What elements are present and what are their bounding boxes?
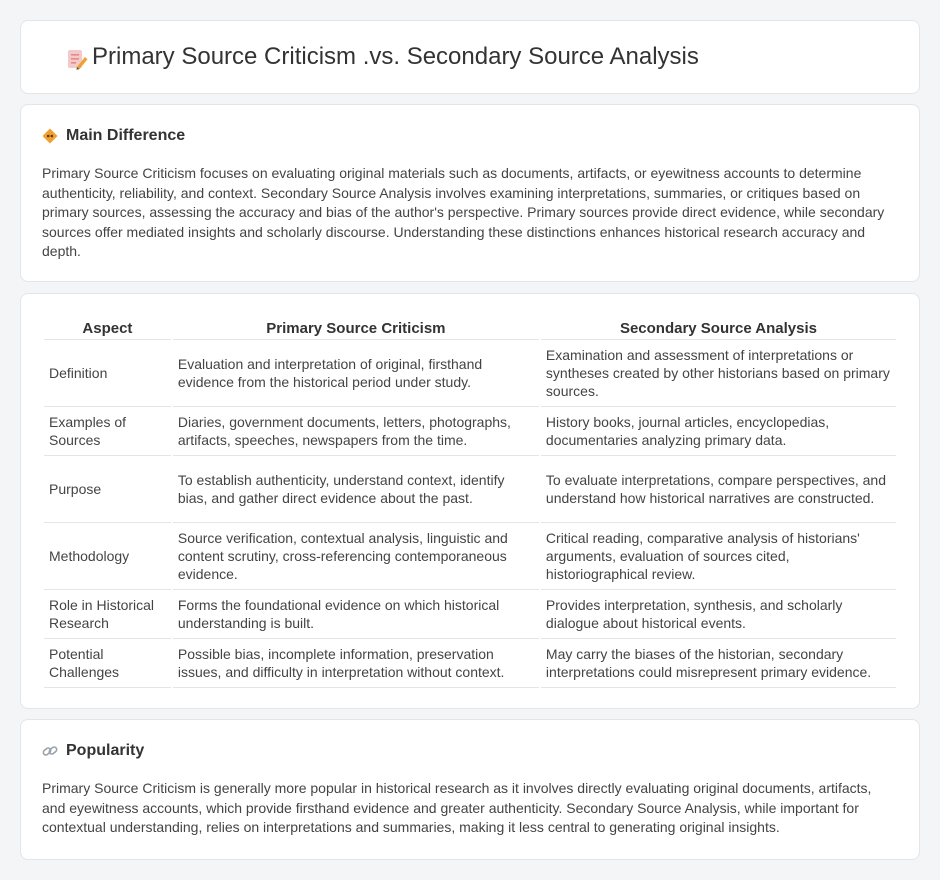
link-icon [42,743,58,759]
popularity-section [20,719,920,860]
table-row [44,456,896,523]
cell-aspect: Examples of Sources [44,407,171,456]
comparison-table-section [20,293,920,709]
cell-secondary: History books, journal articles, encyclopedias, documentaries analyzing primary data. [541,407,896,456]
title-card [20,20,920,94]
table-row [44,639,896,688]
cell-primary: Forms the foundational evidence on which historical understanding is built. [173,590,539,639]
header-primary: Primary Source Criticism [173,314,539,340]
popularity-heading: Popularity [66,742,145,759]
comparison-table [42,314,898,688]
cell-primary: To establish authenticity, understand context, identify bias, and gather direct evidence about the past. [173,456,539,523]
table-row [44,590,896,639]
cell-aspect: Potential Challenges [44,639,171,688]
table-row [44,340,896,407]
cell-secondary: To evaluate interpretations, compare perspectives, and understand how historical narratives are constructed. [541,456,896,523]
cell-secondary: Critical reading, comparative analysis of historians' arguments, evaluation of sources cited, historiographical review. [541,523,896,590]
cell-primary: Evaluation and interpretation of original, firsthand evidence from the historical period under study. [173,340,539,407]
cell-secondary: Examination and assessment of interpretations or syntheses created by other historians based on primary sources. [541,340,896,407]
popularity-text: Primary Source Criticism is generally more popular in historical research as it involves directly evaluating original documents, artifacts, and eyewitness accounts, which provide firsthand evidence and greater authenticity. Secondary Source Analysis, while important for contextual understanding, relies on interpretations and summaries, making it less central to generating original insights. [42,780,872,835]
cell-secondary: May carry the biases of the historian, secondary interpretations could misrepresent primary evidence. [541,639,896,688]
cell-aspect: Role in Historical Research [44,590,171,639]
cell-primary: Source verification, contextual analysis, linguistic and content scrutiny, cross-referencing contemporaneous evidence. [173,523,539,590]
diamond-icon [42,128,58,144]
cell-primary: Diaries, government documents, letters, photographs, artifacts, speeches, newspapers from the time. [173,407,539,456]
main-difference-text: Primary Source Criticism focuses on evaluating original materials such as documents, artifacts, or eyewitness accounts to determine authenticity, reliability, and context. Secondary Source Analysis involves examining interpretations, summaries, or critiques based on primary sources, assessing the accuracy and bias of the author's perspective. Primary sources provide direct evidence, while secondary sources offer mediated insights and scholarly discourse. Understanding these distinctions enhances historical research accuracy and depth. [42,165,885,259]
cell-aspect: Definition [44,340,171,407]
header-secondary: Secondary Source Analysis [541,314,896,340]
main-difference-section [20,104,920,282]
cell-primary: Possible bias, incomplete information, preservation issues, and difficulty in interpretation without context. [173,639,539,688]
main-difference-header [42,127,185,145]
header-aspect: Aspect [44,314,171,340]
document-pencil-icon [65,48,89,72]
cell-secondary: Provides interpretation, synthesis, and scholarly dialogue about historical events. [541,590,896,639]
popularity-header [42,742,144,760]
cell-aspect: Purpose [44,456,171,523]
page-title: Primary Source Criticism .vs. Secondary Source Analysis [92,43,699,70]
cell-aspect: Methodology [44,523,171,590]
table-row [44,407,896,456]
table-header-row [44,314,896,340]
main-difference-heading: Main Difference [66,127,186,144]
table-row [44,523,896,590]
